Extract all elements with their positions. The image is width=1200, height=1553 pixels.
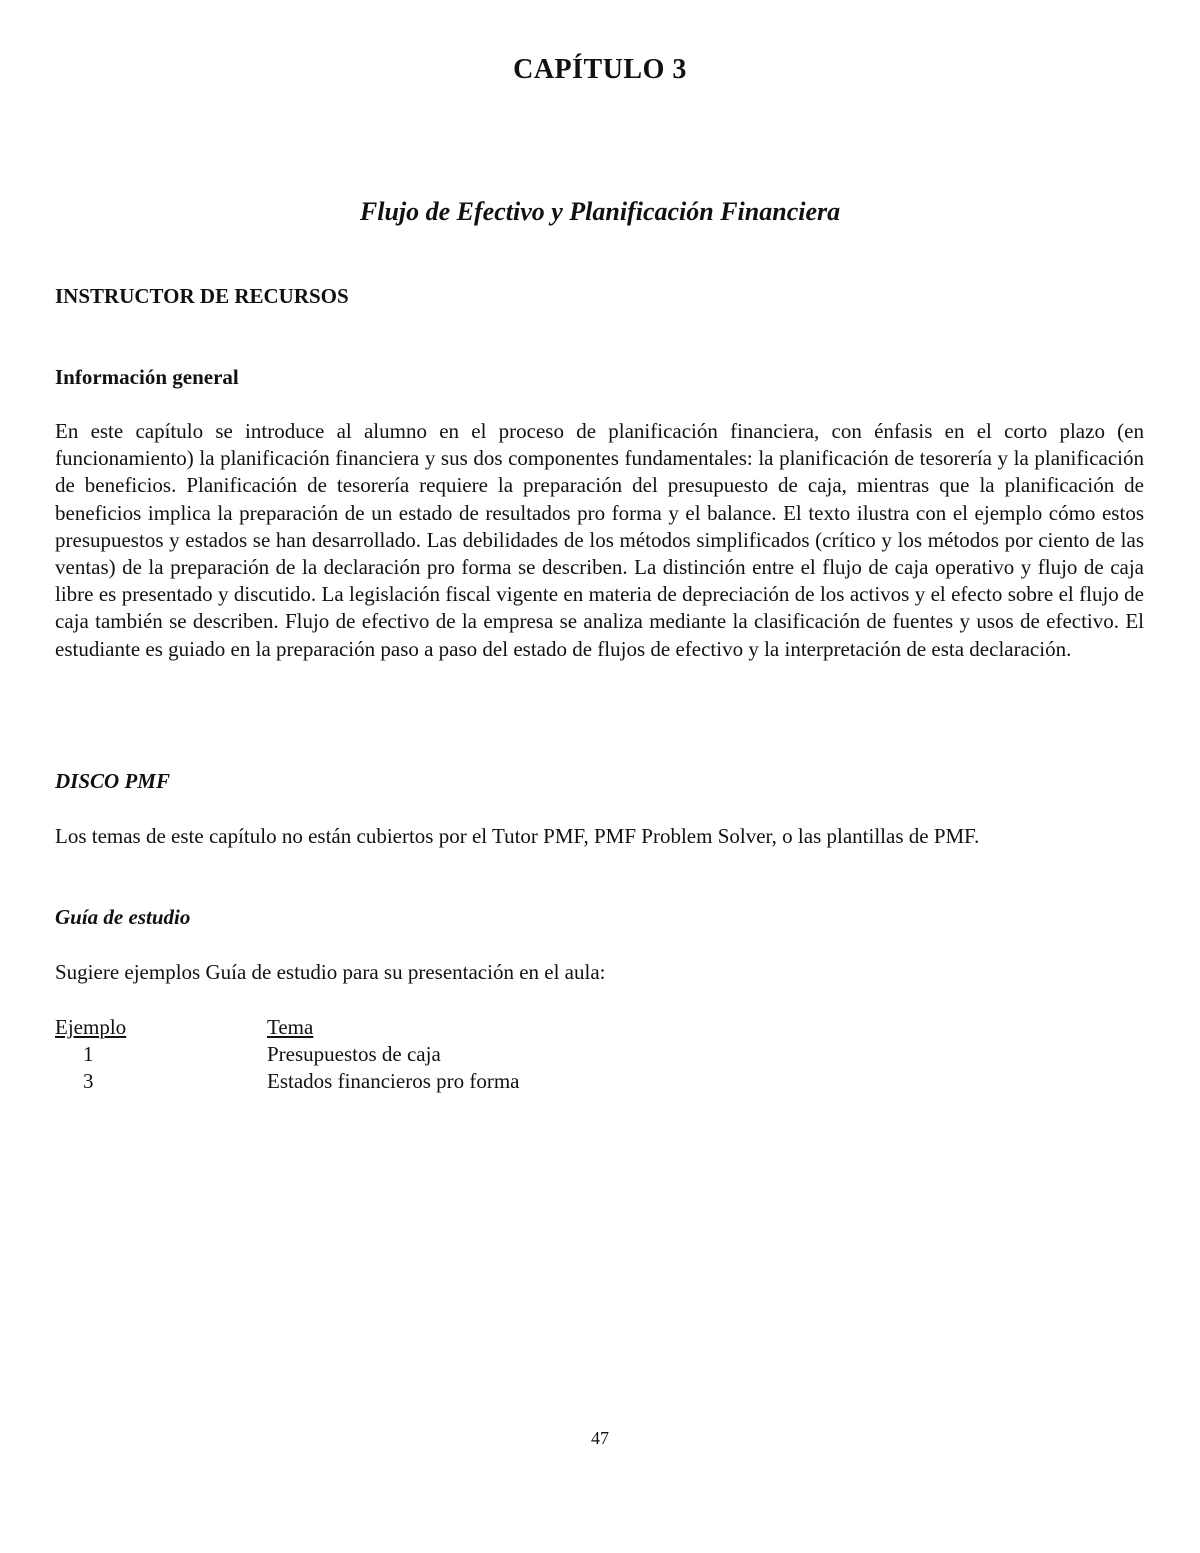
- examples-table: [55, 1014, 667, 1095]
- example-topic: Presupuestos de caja: [267, 1042, 441, 1066]
- general-info-heading: Información general: [55, 365, 239, 389]
- instructor-resources-heading: INSTRUCTOR DE RECURSOS: [55, 284, 349, 308]
- table-row: [55, 1068, 667, 1095]
- example-topic: Estados financieros pro forma: [267, 1069, 520, 1093]
- disco-pmf-heading: DISCO PMF: [55, 769, 170, 793]
- general-info-paragraph: En este capítulo se introduce al alumno en el proceso de planificación financiera, con énfasis en el corto plazo (en funcionamiento) la planificación financiera y sus dos componentes fundamentales: la planificación de tesorería y la planificación de beneficios. Planificación de tesorería requiere la preparación del presupuesto de caja, mientras que la planificación de beneficios implica la preparación de un estado de resultados pro forma y el balance. El texto ilustra con el ejemplo cómo estos presupuestos y estados se han desarrollado. Las debilidades de los métodos simplificados (crítico y los métodos por ciento de las ventas) de la preparación de la declaración pro forma se describen. La distinción entre el flujo de caja operativo y flujo de caja libre es presentado y discutido. La legislación fiscal vigente en materia de depreciación de los activos y el efecto sobre el flujo de caja también se describen. Flujo de efectivo de la empresa se analiza mediante la clasificación de fuentes y usos de efectivo. El estudiante es guiado en la preparación paso a paso del estado de flujos de efectivo y la interpretación de esta declaración.: [55, 419, 1144, 661]
- page-number: 47: [591, 1428, 609, 1448]
- example-number: 1: [83, 1042, 94, 1066]
- chapter-title: CAPÍTULO 3: [513, 54, 687, 85]
- disco-pmf-paragraph: Los temas de este capítulo no están cubiertos por el Tutor PMF, PMF Problem Solver, o las plantillas de PMF.: [55, 824, 980, 848]
- examples-header-row: [55, 1014, 667, 1041]
- chapter-subtitle: Flujo de Efectivo y Planificación Financiera: [359, 197, 841, 226]
- example-number: 3: [83, 1069, 94, 1093]
- topic-column-header: Tema: [267, 1015, 314, 1039]
- table-row: [55, 1041, 667, 1068]
- example-column-header: Ejemplo: [55, 1015, 127, 1039]
- study-guide-heading: Guía de estudio: [55, 905, 191, 929]
- study-guide-paragraph: Sugiere ejemplos Guía de estudio para su presentación en el aula:: [55, 960, 606, 984]
